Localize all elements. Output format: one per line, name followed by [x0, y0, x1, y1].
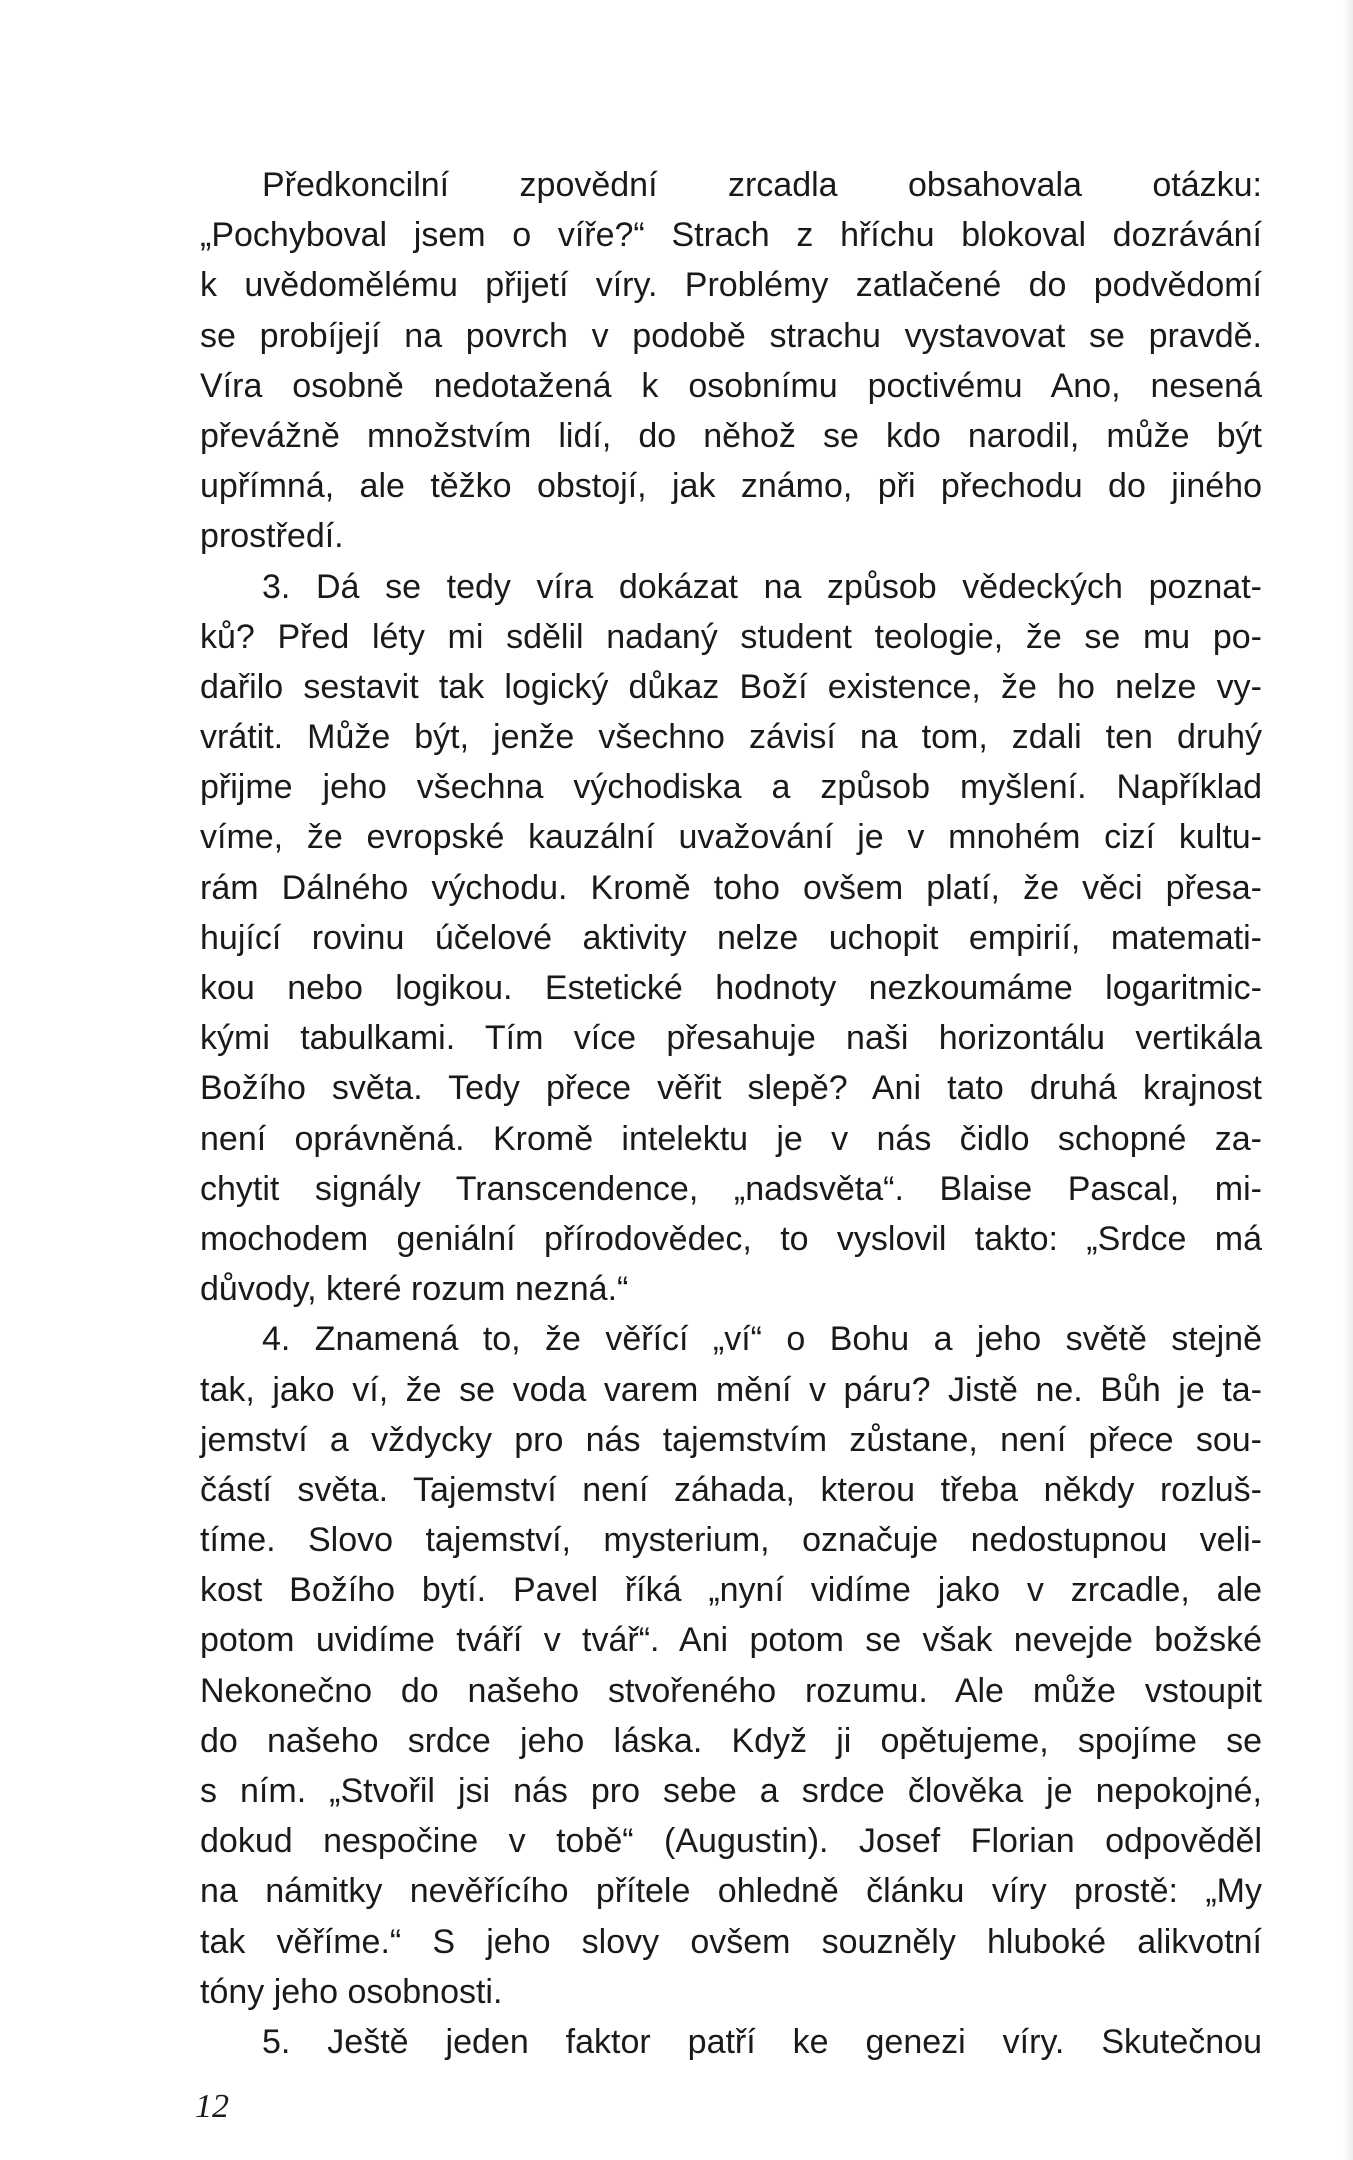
text-line: upřímná, ale těžko obstojí, jak známo, při přechodu do jiného: [200, 467, 1262, 506]
text-line: tak, jako ví, že se voda varem mění v páru? Jistě ne. Bůh je ta-: [200, 1370, 1262, 1409]
text-line: „Pochyboval jsem o víře?“ Strach z hříchu blokoval dozrávání: [200, 216, 1262, 255]
text-line: není oprávněná. Kromě intelektu je v nás čidlo schopné za-: [200, 1119, 1262, 1158]
text-line: do našeho srdce jeho láska. Když ji opětujeme, spojíme se: [200, 1721, 1262, 1760]
text-line: dařilo sestavit tak logický důkaz Boží existence, že ho nelze vy-: [200, 667, 1262, 706]
text-line: kost Božího bytí. Pavel říká „nyní vidíme jako v zrcadle, ale: [200, 1571, 1262, 1610]
text-line: mochodem geniální přírodovědec, to vyslovil takto: „Srdce má: [200, 1219, 1262, 1258]
text-line: 4. Znamená to, že věřící „ví“ o Bohu a jeho světě stejně: [262, 1320, 1262, 1359]
text-line: přijme jeho všechna východiska a způsob myšlení. Například: [200, 768, 1262, 807]
text-line: prostředí.: [200, 517, 344, 556]
text-line: ků? Před léty mi sdělil nadaný student teologie, že se mu po-: [200, 617, 1262, 656]
text-line: chytit signály Transcendence, „nadsvěta“. Blaise Pascal, mi-: [200, 1169, 1262, 1208]
text-line: částí světa. Tajemství není záhada, kterou třeba někdy rozluš-: [200, 1470, 1262, 1509]
text-line: dokud nespočine v tobě“ (Augustin). Josef Florian odpověděl: [200, 1822, 1262, 1861]
body-text: [200, 160, 1262, 2067]
text-line: jemství a vždycky pro nás tajemstvím zůstane, není přece sou-: [200, 1420, 1262, 1459]
text-line: 5. Ještě jeden faktor patří ke genezi víry. Skutečnou: [262, 2022, 1262, 2061]
text-line: kými tabulkami. Tím více přesahuje naši horizontálu vertikála: [200, 1019, 1262, 1058]
page-edge-shadow: [1343, 0, 1353, 2160]
text-line: Božího světa. Tedy přece věřit slepě? Ani tato druhá krajnost: [200, 1069, 1262, 1108]
text-line: Předkoncilní zpovědní zrcadla obsahovala otázku:: [262, 166, 1262, 204]
page-number: 12: [195, 2088, 229, 2125]
text-line: důvody, které rozum nezná.“: [200, 1270, 629, 1309]
text-line: potom uvidíme tváří v tvář“. Ani potom se však nevejde božské: [200, 1621, 1262, 1660]
text-line: k uvědomělému přijetí víry. Problémy zatlačené do podvědomí: [200, 266, 1262, 305]
text-line: s ním. „Stvořil jsi nás pro sebe a srdce člověka je nepokojné,: [200, 1772, 1262, 1810]
text-line: tak věříme.“ S jeho slovy ovšem souzněly hluboké alikvotní: [200, 1922, 1262, 1961]
text-line: se probíjejí na povrch v podobě strachu vystavovat se pravdě.: [200, 316, 1262, 355]
text-line: převážně množstvím lidí, do něhož se kdo narodil, může být: [200, 416, 1262, 455]
text-line: tíme. Slovo tajemství, mysterium, označuje nedostupnou veli-: [200, 1521, 1262, 1560]
text-line: Nekonečno do našeho stvořeného rozumu. Ale může vstoupit: [200, 1671, 1262, 1710]
text-line: hující rovinu účelové aktivity nelze uchopit empirií, matemati-: [200, 918, 1262, 957]
text-line: vrátit. Může být, jenže všechno závisí na tom, zdali ten druhý: [200, 718, 1262, 757]
text-line: Víra osobně nedotažená k osobnímu poctivému Ano, nesená: [200, 366, 1262, 405]
text-line: tóny jeho osobnosti.: [200, 1972, 503, 2011]
text-line: kou nebo logikou. Estetické hodnoty nezkoumáme logaritmic-: [200, 969, 1262, 1007]
text-line: rám Dálného východu. Kromě toho ovšem platí, že věci přesa-: [200, 868, 1262, 907]
text-line: 3. Dá se tedy víra dokázat na způsob vědeckých poznat-: [262, 567, 1262, 606]
text-line: víme, že evropské kauzální uvažování je v mnohém cizí kultu-: [200, 818, 1262, 857]
text-line: na námitky nevěřícího přítele ohledně článku víry prostě: „My: [200, 1872, 1262, 1911]
